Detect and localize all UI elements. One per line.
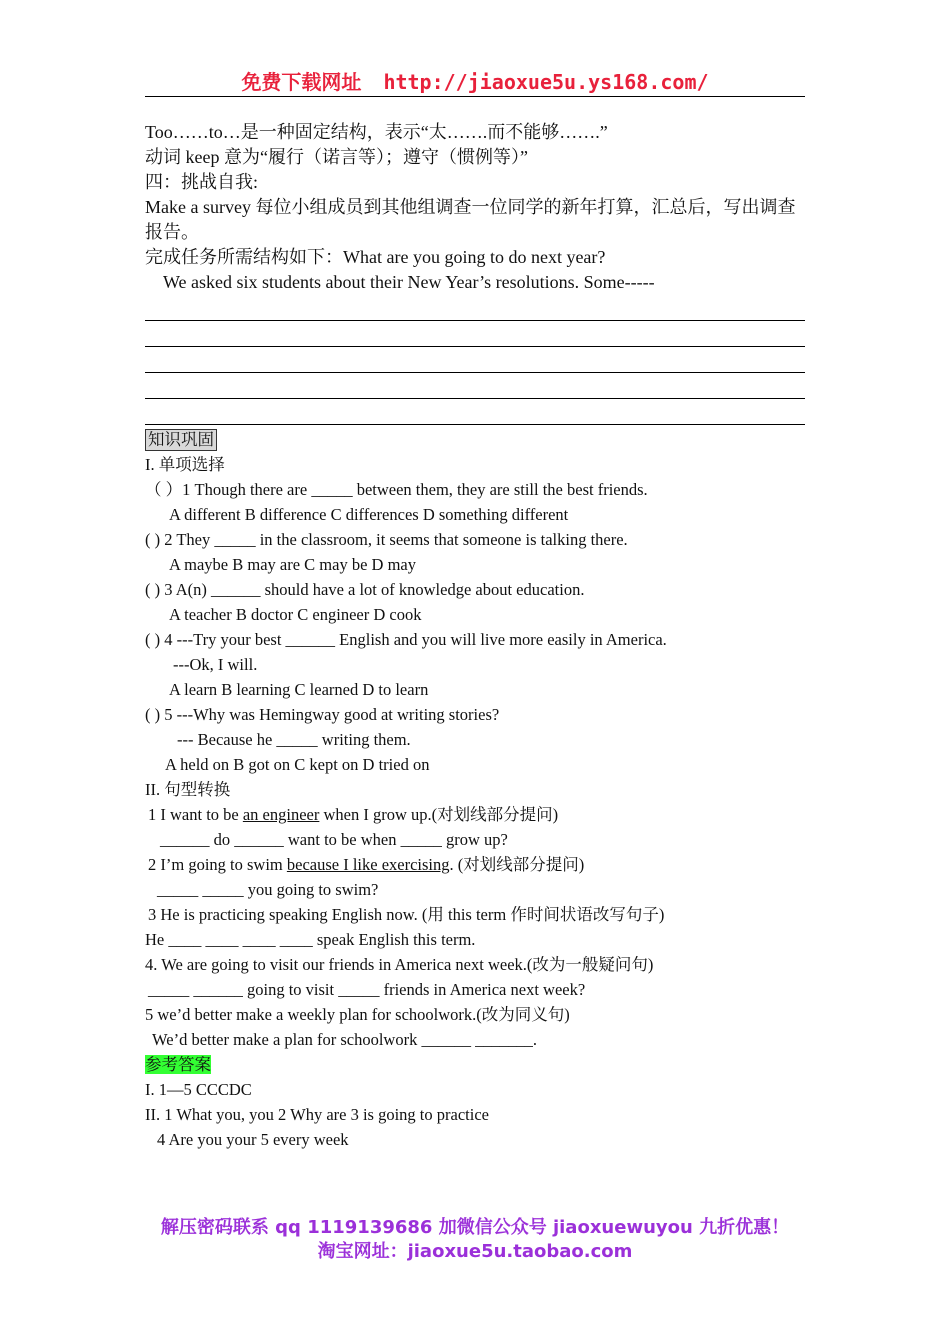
page-header (145, 66, 805, 97)
underlined-phrase: because I like exercising (286, 855, 450, 874)
underlined-phrase: an engineer (242, 805, 320, 824)
document-body (145, 120, 807, 1152)
intro-line-1: Too……to…是一种固定结构，表示“太…….而不能够…….” (145, 122, 608, 142)
header-url[interactable]: http://jiaoxue5u.ys168.com/ (383, 70, 709, 94)
transform-4: 4. We are going to visit our friends in America next week.(改为一般疑问句) (145, 955, 654, 974)
transform-1-answer: ______ do ______ want to be when _____ grow up? (160, 830, 508, 849)
answer-line[interactable] (145, 347, 805, 373)
survey-start: We asked six students about their New Year’s resolutions. Some----- (163, 272, 655, 292)
options-4: A learn B learning C learned D to learn (169, 680, 429, 699)
survey-structure: 完成任务所需结构如下：What are you going to do next year? (145, 247, 606, 267)
transform-1: 1 I want to be an engineer when I grow up.(对划线部分提问) (148, 805, 559, 824)
question-1: （ ）1 Though there are _____ between them, they are still the best friends. (145, 480, 648, 499)
transform-3: 3 He is practicing speaking English now. (用 this term 作时间状语改写句子) (148, 905, 665, 924)
transform-4-answer: _____ ______ going to visit _____ friends in America next week? (148, 980, 586, 999)
question-4: ( ) 4 ---Try your best ______ English and you will live more easily in America. (145, 630, 667, 649)
answer-line[interactable] (145, 321, 805, 347)
answers-line-2: II. 1 What you, you 2 Why are 3 is going to practice (145, 1105, 489, 1124)
section-tag-consolidate: 知识巩固 (145, 429, 217, 451)
survey-task: Make a survey 每位小组成员到其他组调查一位同学的新年打算，汇总后，写出调查报告。 (145, 197, 796, 242)
transform-2-answer: _____ _____ you going to swim? (157, 880, 379, 899)
page-footer (0, 1216, 950, 1264)
options-1: A different B difference C differences D something different (169, 505, 569, 524)
options-5: A held on B got on C kept on D tried on (165, 755, 430, 774)
question-5-reply: --- Because he _____ writing them. (177, 730, 411, 749)
options-3: A teacher B doctor C engineer D cook (169, 605, 422, 624)
answer-line[interactable] (145, 399, 805, 425)
part2-title: II. 句型转换 (145, 780, 231, 799)
header-site: 免费下载网址 (241, 70, 362, 94)
question-4-reply: ---Ok, I will. (173, 655, 258, 674)
transform-3-answer: He ____ ____ ____ ____ speak English this term. (145, 930, 476, 949)
options-2: A maybe B may are C may be D may (169, 555, 416, 574)
intro-line-3: 四：挑战自我: (145, 172, 259, 192)
transform-5-answer: We’d better make a plan for schoolwork ______ _______. (152, 1030, 537, 1049)
footer-contact: 解压密码联系 qq 1119139686 加微信公众号 jiaoxuewuyou 九折优惠！ (160, 1217, 790, 1238)
question-5: ( ) 5 ---Why was Hemingway good at writing stories? (145, 705, 500, 724)
transform-5: 5 we’d better make a weekly plan for schoolwork.(改为同义句) (145, 1005, 570, 1024)
answers-line-1: I. 1—5 CCCDC (145, 1080, 252, 1099)
intro-line-2: 动词 keep 意为“履行（诺言等）；遵守（惯例等）” (145, 147, 528, 167)
part1-title: I. 单项选择 (145, 455, 225, 474)
question-3: ( ) 3 A(n) ______ should have a lot of knowledge about education. (145, 580, 585, 599)
footer-shop-url[interactable]: 淘宝网址：jiaoxue5u.taobao.com (317, 1241, 633, 1262)
answer-line[interactable] (145, 373, 805, 399)
answer-line[interactable] (145, 295, 805, 321)
question-2: ( ) 2 They _____ in the classroom, it seems that someone is talking there. (145, 530, 628, 549)
transform-2: 2 I’m going to swim because I like exercising. (对划线部分提问) (148, 855, 585, 874)
answers-line-3: 4 Are you your 5 every week (157, 1130, 349, 1149)
answers-tag: 参考答案 (145, 1055, 211, 1074)
